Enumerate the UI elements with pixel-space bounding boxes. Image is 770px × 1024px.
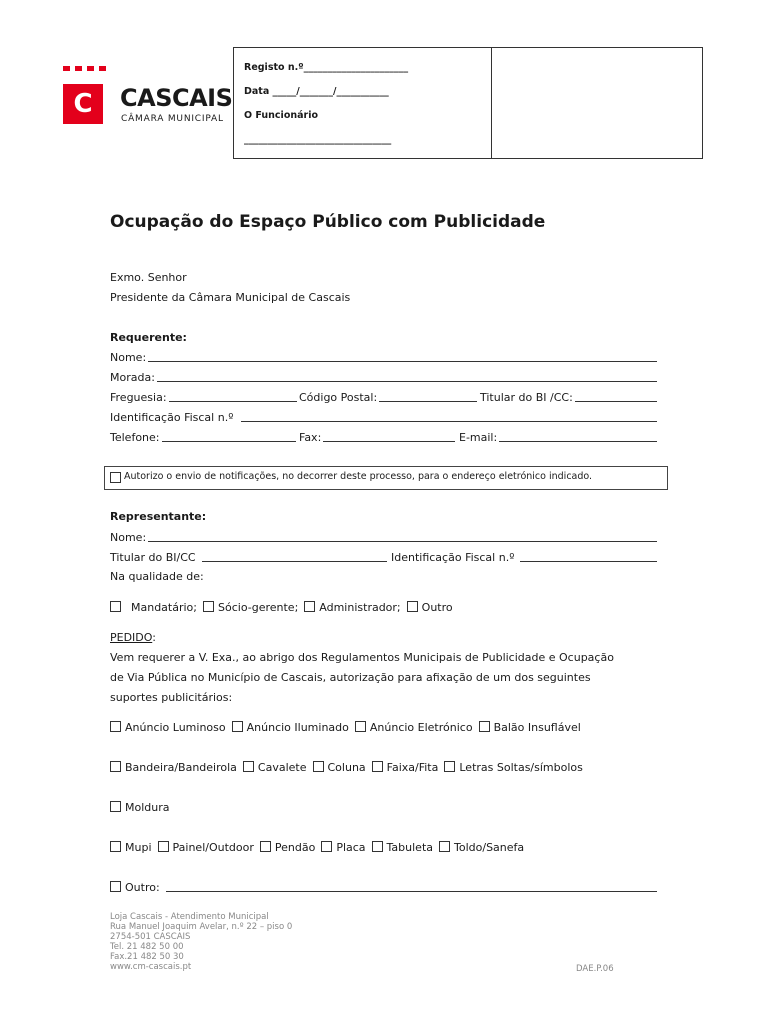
bandeira-label: Bandeira/Bandeirola xyxy=(125,761,237,774)
letras-soltas-label: Letras Soltas/símbolos xyxy=(459,761,583,774)
representante-heading: Representante: xyxy=(110,510,207,523)
footer-line3: 2754-501 CASCAIS xyxy=(110,932,191,942)
administrador-checkbox[interactable] xyxy=(304,601,315,612)
registo-field: Registo n.º______________________ xyxy=(244,62,409,73)
anuncio-iluminado-label: Anúncio Iluminado xyxy=(246,721,349,734)
placa-checkbox[interactable] xyxy=(321,841,332,852)
coluna-label: Coluna xyxy=(327,761,366,774)
requerente-nif-input[interactable] xyxy=(241,410,657,422)
freguesia-input[interactable] xyxy=(169,390,297,402)
suportes-row1 xyxy=(110,721,587,734)
signature-line: _______________________________ xyxy=(244,134,392,145)
fax-field[interactable] xyxy=(299,430,455,444)
email-field[interactable] xyxy=(459,430,657,444)
outro-suporte-input[interactable] xyxy=(166,880,657,892)
faixa-fita-label: Faixa/Fita xyxy=(386,761,439,774)
outro-qualidade-checkbox[interactable] xyxy=(407,601,418,612)
telefone-label: Telefone: xyxy=(110,431,160,444)
representante-bi-label: Titular do BI/CC xyxy=(110,551,196,564)
telefone-input[interactable] xyxy=(162,430,297,442)
titular-bi-input[interactable] xyxy=(575,390,657,402)
requerente-nome-field[interactable] xyxy=(110,350,657,364)
toldo-sanefa-label: Toldo/Sanefa xyxy=(454,841,525,854)
pedido-line2: de Via Pública no Município de Cascais, autorização para afixação de um dos seguintes xyxy=(110,671,591,684)
anuncio-eletronico-checkbox[interactable] xyxy=(355,721,366,732)
codigo-postal-label: Código Postal: xyxy=(299,391,378,404)
coluna-checkbox[interactable] xyxy=(313,761,324,772)
salutation-line1: Exmo. Senhor xyxy=(110,271,187,284)
requerente-nome-label: Nome: xyxy=(110,351,147,364)
requerente-morada-label: Morada: xyxy=(110,371,155,384)
painel-outdoor-label: Painel/Outdoor xyxy=(172,841,254,854)
anuncio-eletronico-label: Anúncio Eletrónico xyxy=(369,721,473,734)
freguesia-field[interactable] xyxy=(110,390,297,404)
tabuleta-label: Tabuleta xyxy=(386,841,434,854)
requerente-nome-input[interactable] xyxy=(148,350,657,362)
anuncio-iluminado-checkbox[interactable] xyxy=(232,721,243,732)
notification-checkbox[interactable] xyxy=(110,472,121,483)
footer-line2: Rua Manuel Joaquim Avelar, n.º 22 – piso 0 xyxy=(110,922,293,932)
tabuleta-checkbox[interactable] xyxy=(372,841,383,852)
notification-text: Autorizo o envio de notificações, no decorrer deste processo, para o endereço eletrónico indicado. xyxy=(124,471,593,482)
mupi-label: Mupi xyxy=(125,841,152,854)
outro-suporte-label: Outro: xyxy=(125,881,160,894)
form-code: DAE.P.06 xyxy=(576,964,614,974)
freguesia-label: Freguesia: xyxy=(110,391,167,404)
bandeira-checkbox[interactable] xyxy=(110,761,121,772)
requerente-heading: Requerente: xyxy=(110,331,187,344)
codigo-postal-field[interactable] xyxy=(299,390,477,404)
representante-nome-input[interactable] xyxy=(148,530,657,542)
qualidade-options xyxy=(110,601,459,614)
pedido-line3: suportes publicitários: xyxy=(110,691,233,704)
funcionario-label: O Funcionário xyxy=(244,110,318,121)
logo-dots xyxy=(63,66,106,71)
toldo-sanefa-checkbox[interactable] xyxy=(439,841,450,852)
logo-subtitle: CÂMARA MUNICIPAL xyxy=(121,114,224,124)
pedido-heading: PEDIDO xyxy=(110,631,153,644)
footer-line5: Fax.21 482 50 30 xyxy=(110,952,184,962)
socio-gerente-label: Sócio-gerente; xyxy=(218,601,299,614)
socio-gerente-checkbox[interactable] xyxy=(203,601,214,612)
qualidade-label: Na qualidade de: xyxy=(110,570,204,583)
outro-suporte-checkbox[interactable] xyxy=(110,881,121,892)
fax-label: Fax: xyxy=(299,431,322,444)
logo-mark: C xyxy=(63,84,103,124)
cavalete-checkbox[interactable] xyxy=(243,761,254,772)
representante-nif-label: Identificação Fiscal n.º xyxy=(391,551,515,564)
letras-soltas-checkbox[interactable] xyxy=(444,761,455,772)
requerente-morada-field[interactable] xyxy=(110,370,657,384)
cavalete-label: Cavalete xyxy=(257,761,307,774)
balao-insuflavel-label: Balão Insuflável xyxy=(493,721,581,734)
footer-line1: Loja Cascais - Atendimento Municipal xyxy=(110,912,269,922)
representante-nome-label: Nome: xyxy=(110,531,147,544)
fax-input[interactable] xyxy=(323,430,455,442)
representante-bi-field[interactable] xyxy=(110,550,387,564)
outro-qualidade-label: Outro xyxy=(421,601,453,614)
suportes-row3 xyxy=(110,801,176,814)
moldura-checkbox[interactable] xyxy=(110,801,121,812)
email-input[interactable] xyxy=(499,430,657,442)
requerente-morada-input[interactable] xyxy=(157,370,657,382)
placa-label: Placa xyxy=(336,841,366,854)
footer-address xyxy=(110,912,292,972)
mandatario-checkbox[interactable] xyxy=(110,601,121,612)
codigo-postal-input[interactable] xyxy=(379,390,477,402)
titular-bi-field[interactable] xyxy=(480,390,657,404)
representante-bi-input[interactable] xyxy=(202,550,387,562)
suportes-row4 xyxy=(110,841,530,854)
anuncio-luminoso-label: Anúncio Luminoso xyxy=(125,721,226,734)
pedido-colon: : xyxy=(152,631,156,644)
mandatario-label: Mandatário; xyxy=(131,601,197,614)
requerente-nif-field[interactable] xyxy=(110,410,657,424)
pendao-checkbox[interactable] xyxy=(260,841,271,852)
telefone-field[interactable] xyxy=(110,430,296,444)
pendao-label: Pendão xyxy=(274,841,316,854)
registry-divider xyxy=(491,47,492,158)
salutation-line2: Presidente da Câmara Municipal de Cascais xyxy=(110,291,351,304)
painel-outdoor-checkbox[interactable] xyxy=(158,841,169,852)
outro-suporte-field[interactable] xyxy=(110,880,657,894)
page-title: Ocupação do Espaço Público com Publicidade xyxy=(110,212,546,232)
faixa-fita-checkbox[interactable] xyxy=(372,761,383,772)
footer-website: www.cm-cascais.pt xyxy=(110,962,192,972)
representante-nome-field[interactable] xyxy=(110,530,657,544)
representante-nif-field[interactable] xyxy=(391,550,657,564)
data-field: Data _____/_______/___________ xyxy=(244,86,389,97)
mupi-checkbox[interactable] xyxy=(110,841,121,852)
pedido-line1: Vem requerer a V. Exa., ao abrigo dos Regulamentos Municipais de Publicidade e Ocupação xyxy=(110,651,614,664)
requerente-nif-label: Identificação Fiscal n.º xyxy=(110,411,234,424)
representante-nif-input[interactable] xyxy=(520,550,657,562)
logo-brand: CASCAIS xyxy=(120,84,233,112)
titular-bi-label: Titular do BI /CC: xyxy=(480,391,573,404)
balao-insuflavel-checkbox[interactable] xyxy=(479,721,490,732)
pedido-heading-line xyxy=(110,631,156,644)
suportes-row2 xyxy=(110,761,589,774)
administrador-label: Administrador; xyxy=(319,601,401,614)
email-label: E-mail: xyxy=(459,431,498,444)
anuncio-luminoso-checkbox[interactable] xyxy=(110,721,121,732)
footer-line4: Tel. 21 482 50 00 xyxy=(110,942,184,952)
moldura-label: Moldura xyxy=(125,801,170,814)
